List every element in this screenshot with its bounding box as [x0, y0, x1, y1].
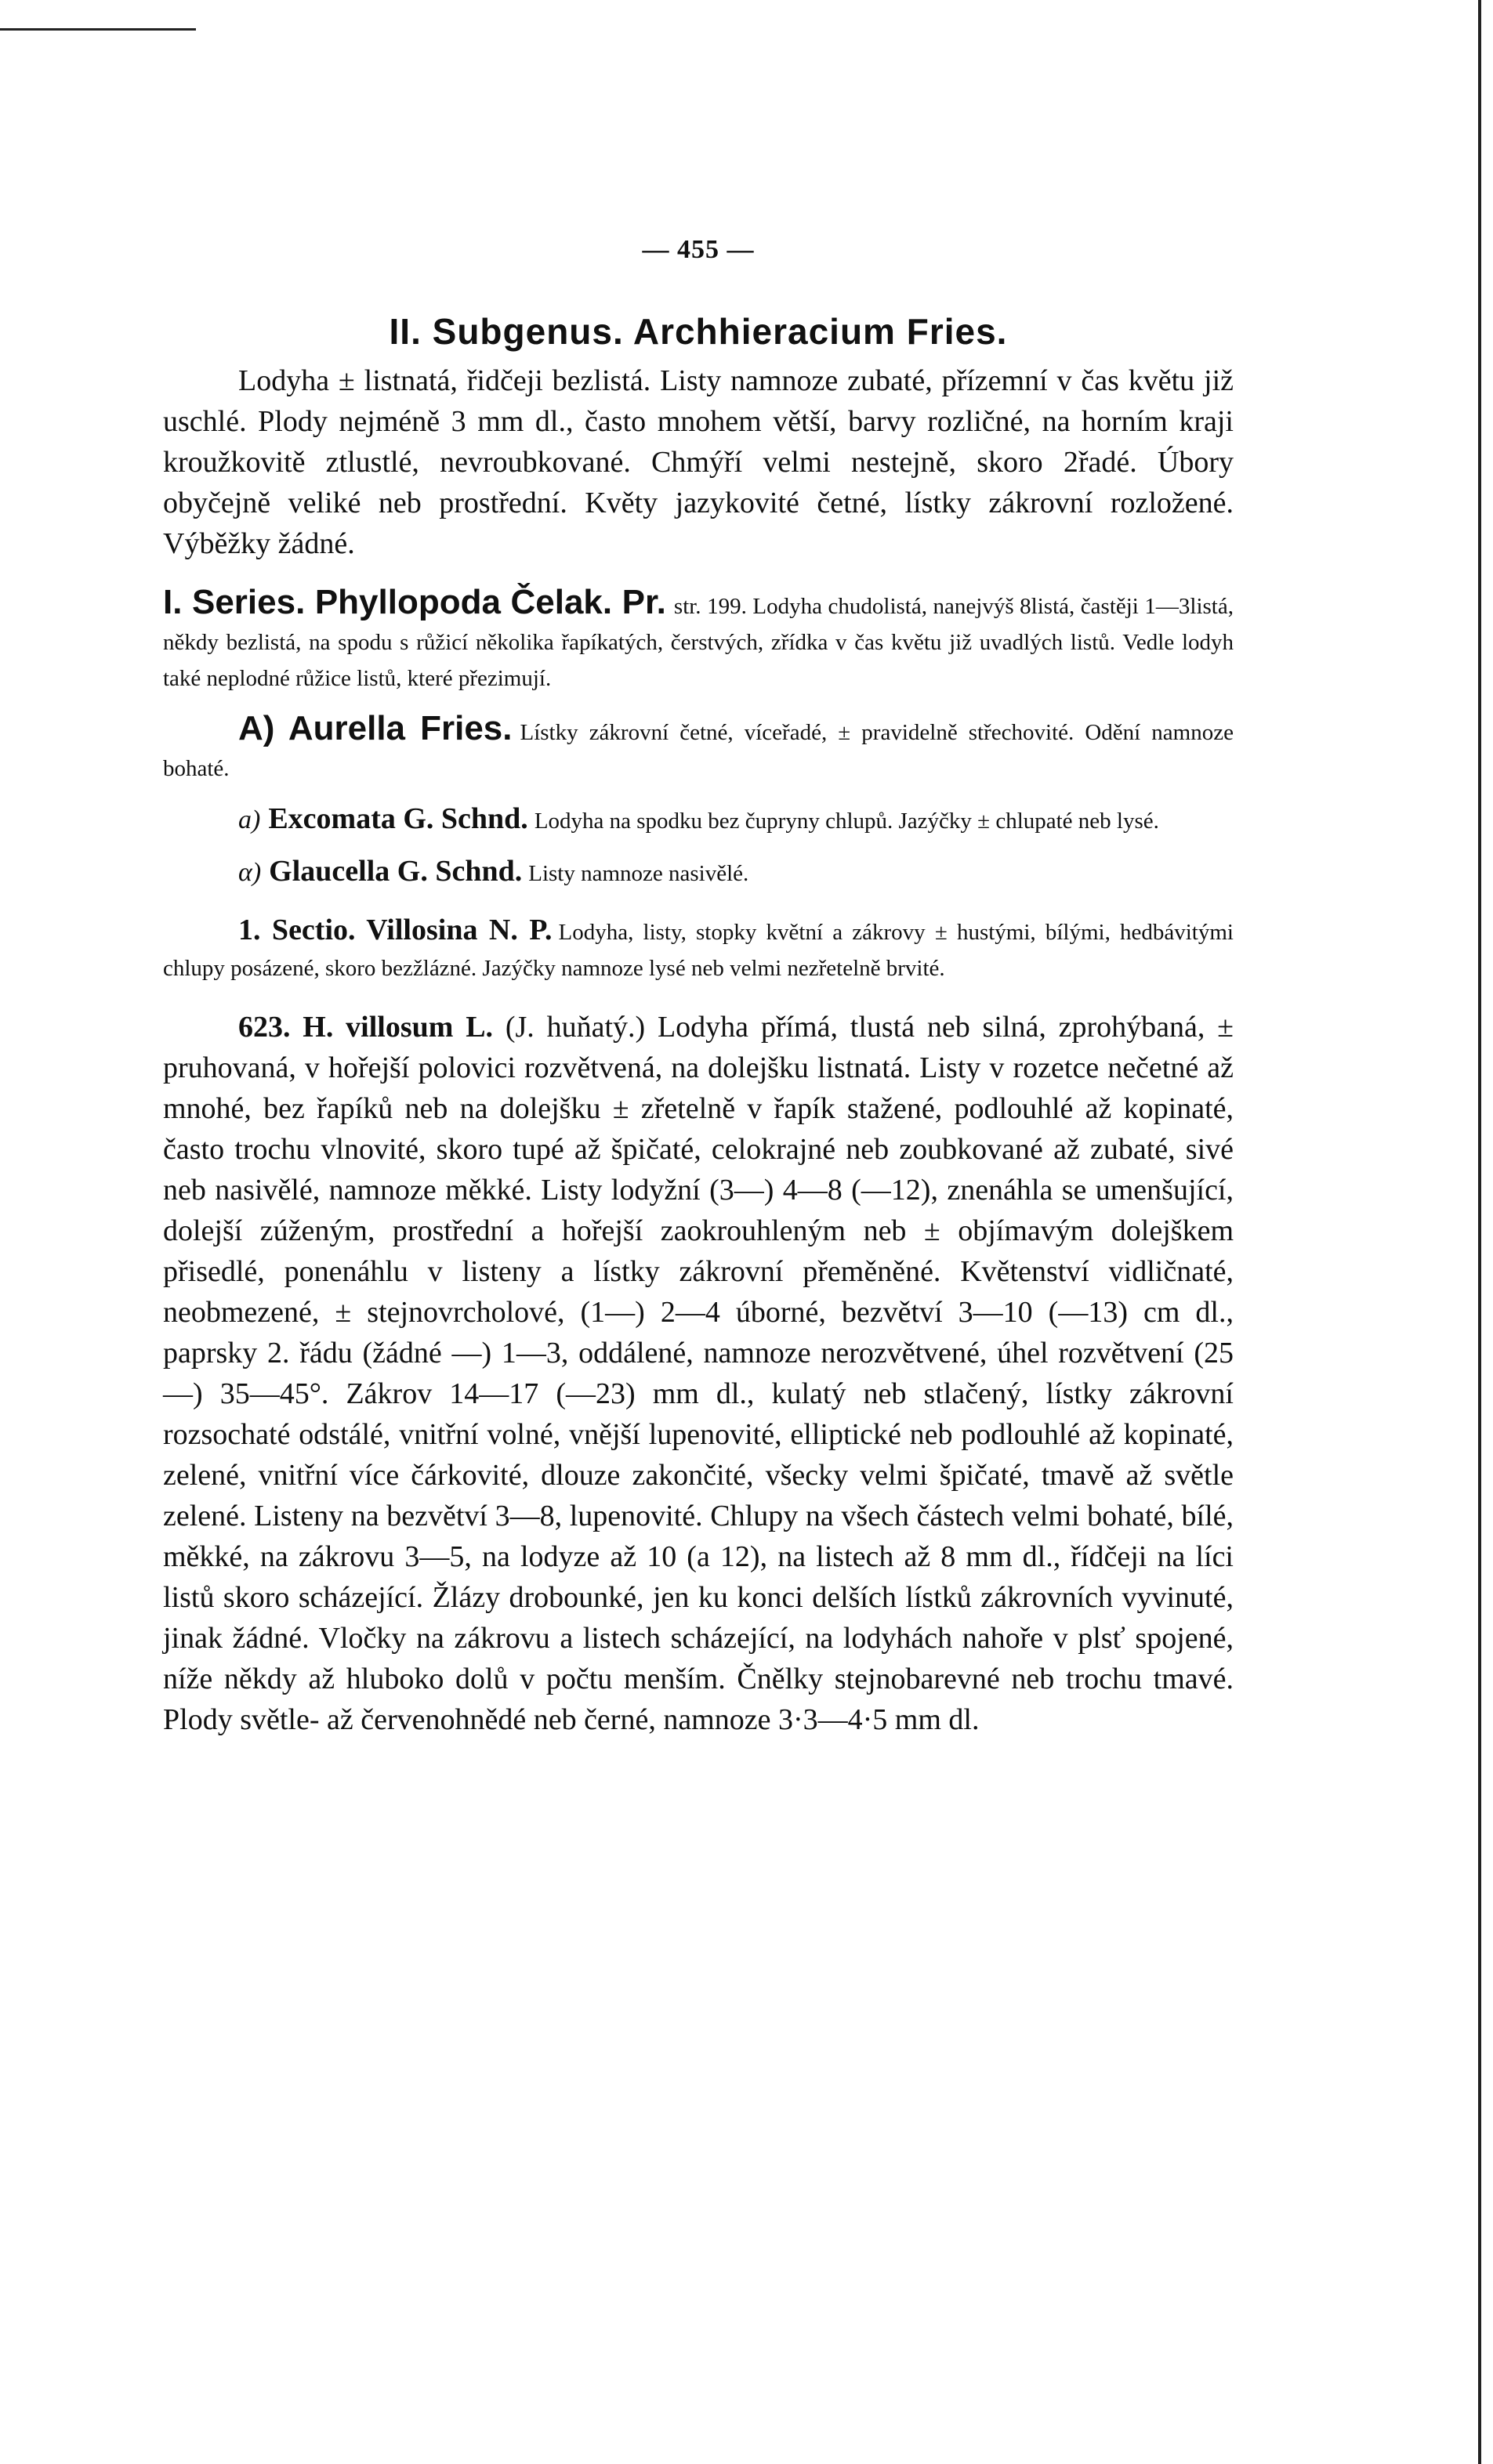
section-block [163, 912, 1234, 986]
subgroup-a-title: Excomata G. Schnd. [268, 802, 528, 835]
species-name: H. villosum L. [303, 1011, 494, 1044]
page-number: — 455 — [642, 235, 755, 264]
subgenus-title: II. Subgenus. Archhieracium Fries. [389, 311, 1008, 352]
subgroup-a-block [163, 801, 1234, 839]
series-description: str. 199. Lodyha chudolistá, nanejvýš 8listá, častěji 1—3listá, někdy bezlistá, na spodu s růžicí několika řapíkatých, čerstvých, zřídka v čas květu již uvadlých listů. Vedle lodyh také neplodné růžice listů, které přezimují. [163, 594, 1234, 691]
subgroup-a-description: Lodyha na spodku bez čupryny chlupů. Jazýčky ± chlupaté neb lysé. [534, 809, 1159, 834]
subgroup-alpha-block [163, 853, 1234, 892]
species-number: 623. [238, 1011, 291, 1044]
top-edge-mark [0, 28, 196, 31]
species-common-name: (J. huňatý.) [505, 1011, 646, 1044]
series-block [163, 584, 1234, 697]
series-title: I. Series. Phyllopoda Čelak. Pr. [163, 583, 666, 621]
section-title: 1. Sectio. Villosina N. P. [238, 914, 553, 946]
right-edge-mark [1478, 0, 1481, 2464]
species-block [163, 1007, 1234, 1740]
subgroup-a-marker: a) [238, 805, 261, 834]
subgroup-alpha-description: Listy namnoze nasivělé. [528, 861, 749, 886]
section-description: Lodyha, listy, stopky květní a zákrovy ± hustými, bílými, hedbávitými chlupy posázené, skoro bezžlázné. Jazýčky namnoze lysé neb velmi nezřetelně brvité. [163, 920, 1234, 981]
group-a-block [163, 711, 1234, 787]
subgenus-description: Lodyha ± listnatá, řidčeji bezlistá. Listy namnoze zubaté, přízemní v čas květu již uschlé. Plody nejméně 3 mm dl., často mnohem větší, barvy rozličné, na horním kraji kroužkovitě ztlustlé, nevroubkované. Chmýří velmi nestejně, skoro 2řadé. Úbory obyčejně veliké neb prostřední. Květy jazykovité četné, lístky zákrovní rozložené. Výběžky žádné. [163, 364, 1234, 560]
group-a-title: A) Aurella Fries. [238, 709, 513, 747]
subgroup-alpha-marker: α) [238, 858, 262, 887]
species-description: Lodyha přímá, tlustá neb silná, zprohýbaná, ± pruhovaná, v hořejší polovici rozvětvená, na dolejšku listnatá. Listy v rozetce nečetné až mnohé, bez řapíků neb na dolejšku ± zřetelně v řapík stažené, podlouhlé až kopinaté, často trochu vlnovité, skoro tupé až špičaté, celokrajné neb zoubkované až zubaté, sivé neb nasivělé, namnoze měkké. Listy lodyžní (3—) 4—8 (—12), znenáhla se umenšující, dolejší zúženým, prostřední a hořejší zaokrouhleným neb ± objímavým dolejškem přisedlé, ponenáhlu v listeny a lístky zákrovní přeměněné. Květenství vidličnaté, neobmezené, ± stejnovrcholové, (1—) 2—4 úborné, bezvětví 3—10 (—13) cm dl., paprsky 2. řádu (žádné —) 1—3, oddálené, namnoze nerozvětvené, úhel rozvětvení (25—) 35—45°. Zákrov 14—17 (—23) mm dl., kulatý neb stlačený, lístky zákrovní rozsochaté odstálé, vnitřní volné, vnější lupenovité, elliptické neb podlouhlé až kopinaté, zelené, vnitřní více čárkovité, dlouze zakončité, všecky velmi špičaté, tmavě až světle zelené. Listeny na bezvětví 3—8, lupenovité. Chlupy na všech částech velmi bohaté, bílé, měkké, na zákrovu 3—5, na lodyze až 10 (a 12), na listech až 8 mm dl., řídčeji na líci listů skoro scházející. Žlázy drobounké, jen ku konci delších lístků zákrovních vyvinuté, jinak žádné. Vločky na zákrovu a listech scházející, na lodyhách nahoře v plsť spojené, níže někdy až hluboko dolů v počtu menším. Čnělky stejnobarevné neb trochu tmavé. Plody světle- až červenohnědé neb černé, namnoze 3·3—4·5 mm dl. [163, 1011, 1234, 1736]
group-a-description: Lístky zákrovní četné, víceřadé, ± pravidelně střechovité. Odění namnoze bohaté. [163, 720, 1234, 781]
subgroup-alpha-title: Glaucella G. Schnd. [269, 855, 523, 888]
book-page [163, 235, 1234, 1740]
